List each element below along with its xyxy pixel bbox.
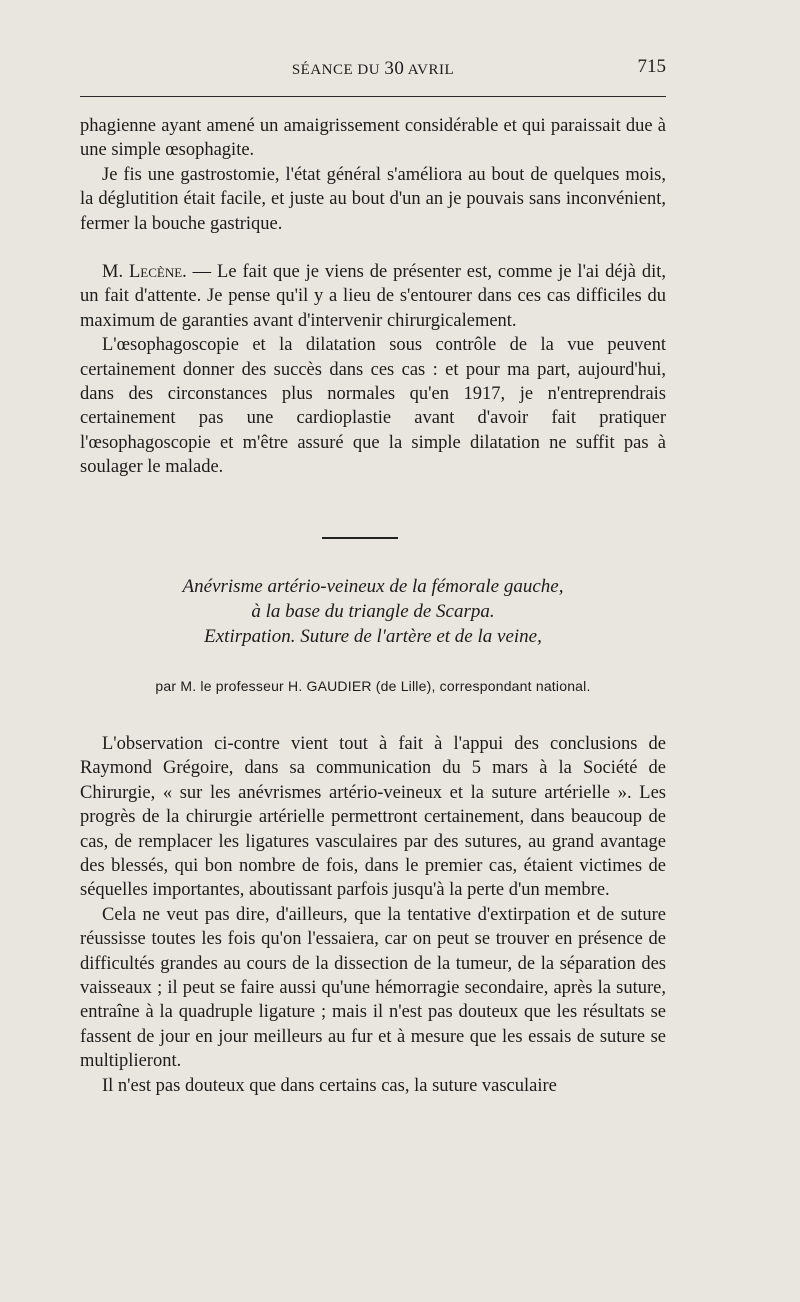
running-title <box>80 58 666 80</box>
header-rule <box>80 96 666 97</box>
title-line: à la base du triangle de Scarpa. <box>251 601 495 622</box>
running-title-day: 30 <box>384 58 405 79</box>
continuation-text <box>80 114 666 236</box>
paragraph: Il n'est pas douteux que dans certains cas, la suture vasculaire <box>102 1075 557 1096</box>
paragraph: Cela ne veut pas dire, d'ailleurs, que la tentative d'extirpation et de suture réussisse toutes les fois qu'on l'essaiera, car on peut se trouver en présence de difficultés grandes au cours de la dissection de la tumeur, de la séparation des vaisseaux ; il peut se faire aussi qu'une hémorragie secondaire, après la suture, entraîne à la quadruple ligature ; mais il n'est pas douteux que les résultats se fassent de jour en jour meilleurs au fur et à mesure que les essais de suture se multiplieront. <box>80 904 666 1072</box>
article-title <box>80 574 666 649</box>
speaker-text: — Le fait que je viens de présenter est, comme je l'ai déjà dit, un fait d'attente. Je pense qu'il y a lieu de s'entourer dans ces cas difficiles du maximum de garanties avant d'intervenir chirurgicalement. <box>80 262 666 331</box>
discussion-section <box>80 260 666 480</box>
title-line: Extirpation. Suture de l'artère et de la veine, <box>204 626 542 647</box>
page-number: 715 <box>637 56 666 77</box>
paragraph: L'œsophagoscopie et la dilatation sous contrôle de la vue peuvent certainement donner des succès dans ces cas : et pour ma part, aujourd'hui, dans des circonstances plus normales qu'en 1917, je n'entreprendrais certainement pas une cardioplastie avant d'avoir fait pratiquer l'œsophagoscopie et m'être assuré que la simple dilatation ne suffit pas à soulager le malade. <box>80 335 666 478</box>
speaker-name: M. Lecène. <box>102 262 187 282</box>
article-body <box>80 732 666 1098</box>
paragraph <box>80 260 666 333</box>
running-title-text: SÉANCE DU <box>291 62 381 78</box>
running-title-month: AVRIL <box>407 62 455 78</box>
paragraph: phagienne ayant amené un amaigrissement considérable et qui paraissait due à une simple œsophagite. <box>80 116 666 161</box>
paragraph: L'observation ci-contre vient tout à fait à l'appui des conclusions de Raymond Grégoire, dans sa communication du 5 mars à la Société de Chirurgie, « sur les anévrismes artério-veineux et la suture artérielle ». Les progrès de la chirurgie artérielle permettront certainement, dans beaucoup de cas, de remplacer les ligatures vasculaires par des sutures, au grand avantage des blessés, qui bon nombre de fois, dans le premier cas, étaient victimes de séquelles importantes, aboutissant parfois jusqu'à la perte d'un membre. <box>80 734 666 901</box>
section-separator <box>322 537 398 539</box>
running-header <box>80 58 666 84</box>
article-byline: par M. le professeur H. GAUDIER (de Lille), correspondant national. <box>155 678 591 694</box>
paragraph: Je fis une gastrostomie, l'état général s'améliora au bout de quelques mois, la déglutition était facile, et juste au bout d'un an je pouvais sans inconvénient, fermer la bouche gastrique. <box>80 164 666 234</box>
title-line: Anévrisme artério-veineux de la fémorale gauche, <box>182 576 564 597</box>
